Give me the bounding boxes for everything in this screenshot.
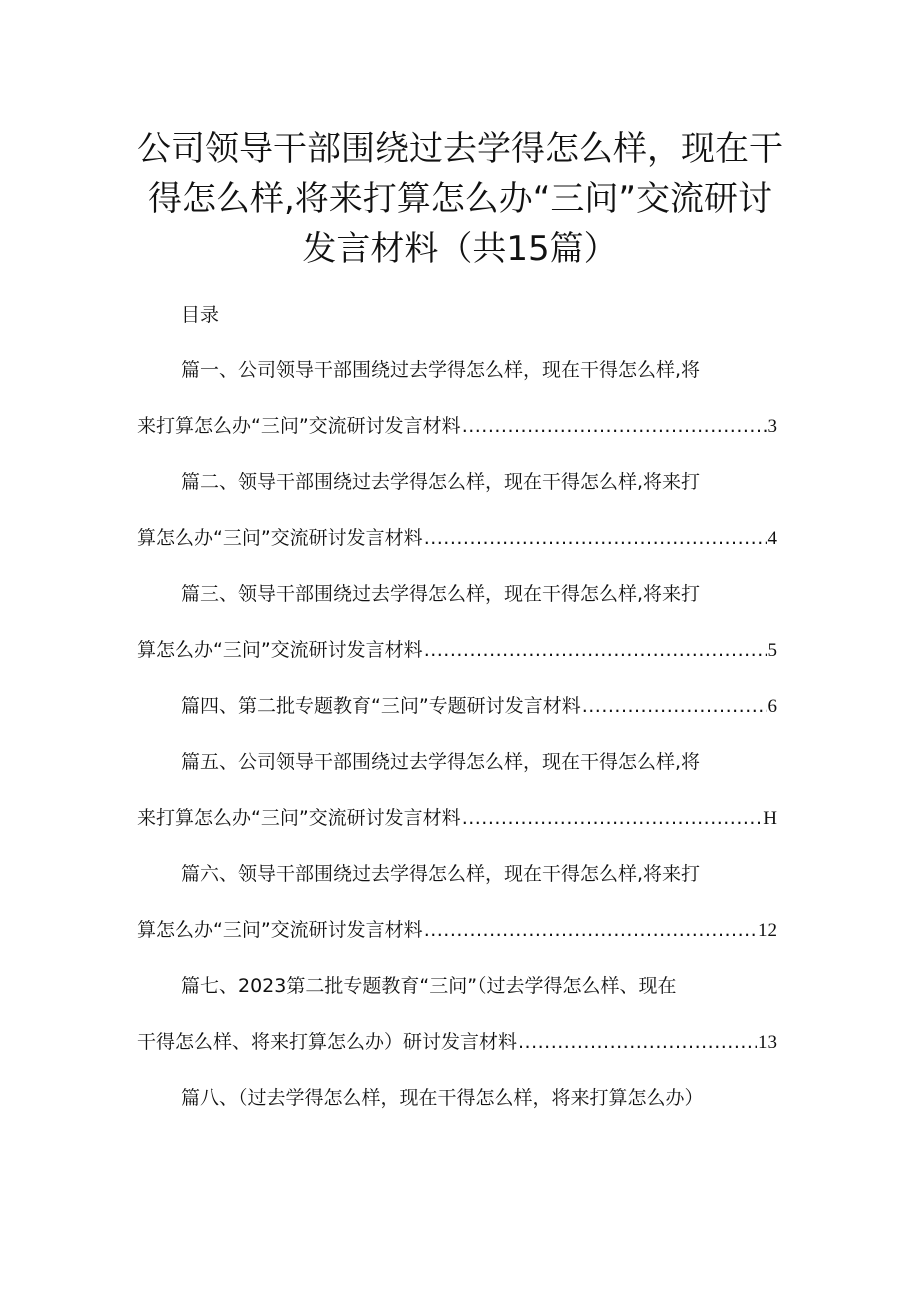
- toc-entry-2-line1[interactable]: 篇二、领导干部围绕过去学得怎么样，现在干得怎么样,将来打: [181, 471, 701, 493]
- toc-leader-dots: [424, 637, 767, 663]
- title-line-2: 得怎么样,将来打算怎么办“三问”交流研讨: [147, 179, 773, 219]
- toc-entry-2-line2[interactable]: [137, 525, 777, 552]
- toc-leader-dots: [518, 1029, 757, 1055]
- title-line-1: 公司领导干部围绕过去学得怎么样，现在干: [137, 129, 783, 169]
- toc-entry-text: 干得怎么样、将来打算怎么办）研讨发言材料: [137, 1031, 518, 1053]
- toc-leader-dots: [462, 413, 767, 439]
- toc-entry-text: 来打算怎么办“三问”交流研讨发言材料: [137, 807, 461, 829]
- toc-page-number: H: [763, 808, 777, 829]
- toc-entry-6-line1[interactable]: 篇六、领导干部围绕过去学得怎么样，现在干得怎么样,将来打: [181, 863, 701, 885]
- toc-page-number: 5: [767, 640, 777, 661]
- toc-entry-3-line2[interactable]: [137, 637, 777, 664]
- toc-leader-dots: [462, 805, 763, 831]
- toc-entry-7-line2[interactable]: [137, 1029, 777, 1056]
- toc-entry-6-line2[interactable]: [137, 917, 777, 944]
- toc-entry-7-line1[interactable]: 篇七、2023第二批专题教育“三问”（过去学得怎么样、现在: [181, 975, 677, 997]
- toc-entry-1-line1[interactable]: 篇一、公司领导干部围绕过去学得怎么样，现在干得怎么样,将: [181, 359, 701, 381]
- toc-entry-text: 算怎么办“三问”交流研讨发言材料: [137, 639, 423, 661]
- toc-leader-dots: [424, 525, 767, 551]
- toc-label: 目录: [181, 304, 220, 326]
- toc-leader-dots: [582, 693, 767, 719]
- toc-entry-text: 算怎么办“三问”交流研讨发言材料: [137, 527, 423, 549]
- toc-page-number: 4: [767, 528, 777, 549]
- toc-entry-5-line2[interactable]: [137, 805, 777, 832]
- document-title: [120, 124, 800, 274]
- toc-entry-3-line1[interactable]: 篇三、领导干部围绕过去学得怎么样，现在干得怎么样,将来打: [181, 583, 701, 605]
- title-line-3: 发言材料（共15篇）: [302, 229, 618, 269]
- toc-page-number: 3: [767, 416, 777, 437]
- toc-entry-1-line2[interactable]: [137, 413, 777, 440]
- toc-entry-5-line1[interactable]: 篇五、公司领导干部围绕过去学得怎么样，现在干得怎么样,将: [181, 751, 701, 773]
- toc-entry-text: 篇四、第二批专题教育“三问”专题研讨发言材料: [181, 695, 581, 717]
- toc-entry-text: 算怎么办“三问”交流研讨发言材料: [137, 919, 423, 941]
- toc-leader-dots: [424, 917, 757, 943]
- toc-page-number: 12: [758, 920, 777, 941]
- toc-entry-4[interactable]: [181, 693, 777, 720]
- toc-entry-text: 来打算怎么办“三问”交流研讨发言材料: [137, 415, 461, 437]
- toc-page-number: 13: [758, 1032, 777, 1053]
- toc-entry-8-line1[interactable]: 篇八、（过去学得怎么样，现在干得怎么样，将来打算怎么办）: [181, 1087, 704, 1109]
- toc-page-number: 6: [767, 696, 777, 717]
